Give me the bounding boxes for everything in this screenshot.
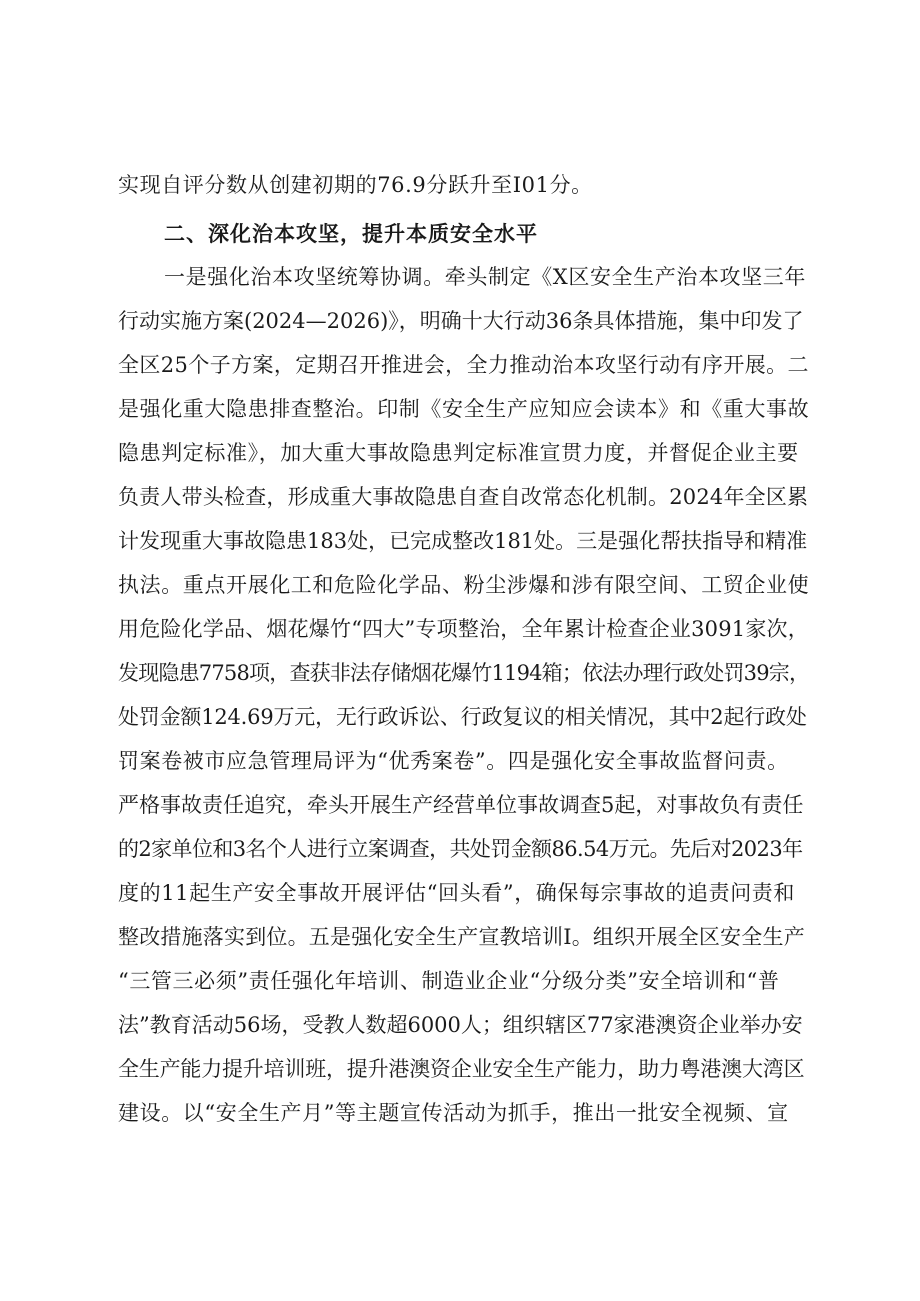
section-heading: 二、深化治本攻坚，提升本质安全水平 bbox=[164, 222, 538, 246]
paragraph-line: 是强化重大隐患排查整治。印制《安全生产应知应会读本》和《重大事故 bbox=[118, 397, 810, 421]
paragraph-line: 的2家单位和3名个人进行立案调查，共处罚金额86.54万元。先后对2023年 bbox=[118, 837, 803, 861]
paragraph-line: 严格事故责任追究，牵头开展生产经营单位事故调查5起，对事故负有责任 bbox=[118, 793, 804, 817]
paragraph-line: 发现隐患7758项，查获非法存储烟花爆竹1194箱；依法办理行政处罚39宗， bbox=[118, 661, 810, 685]
paragraph-line: 罚案卷被市应急管理局评为“优秀案卷”。四是强化安全事故监督问责。 bbox=[118, 749, 789, 773]
paragraph-line: 全生产能力提升培训班，提升港澳资企业安全生产能力，助力粤港澳大湾区 bbox=[118, 1057, 805, 1081]
paragraph-line: 整改措施落实到位。五是强化安全生产宣教培训I。组织开展全区安全生产 bbox=[118, 925, 805, 949]
paragraph-line: “三管三必须”责任强化年培训、制造业企业“分级分类”安全培训和“普 bbox=[118, 969, 780, 993]
paragraph-line: 用危险化学品、烟花爆竹“四大”专项整治，全年累计检查企业3091家次， bbox=[118, 617, 809, 641]
paragraph-line: 全区25个子方案，定期召开推进会，全力推动治本攻坚行动有序开展。二 bbox=[118, 353, 809, 377]
paragraph-line: 负责人带头检查，形成重大事故隐患自查自改常态化机制。2024年全区累 bbox=[118, 485, 809, 509]
paragraph-line: 执法。重点开展化工和危险化学品、粉尘涉爆和涉有限空间、工贸企业使 bbox=[118, 573, 810, 597]
paragraph-line: 一是强化治本攻坚统筹协调。牵头制定《X区安全生产治本攻坚三年 bbox=[164, 265, 806, 289]
paragraph-line: 隐患判定标准》，加大重大事故隐患判定标准宣贯力度，并督促企业主要 bbox=[118, 441, 799, 465]
paragraph-line: 计发现重大事故隐患183处，已完成整改181处。三是强化帮扶指导和精准 bbox=[118, 529, 808, 553]
paragraph-line: 处罚金额124.69万元，无行政诉讼、行政复议的相关情况，其中2起行政处 bbox=[118, 705, 807, 729]
paragraph-line: 行动实施方案(2024—2026)》，明确十大行动36条具体措施，集中印发了 bbox=[118, 309, 804, 333]
paragraph-line: 度的11起生产安全事故开展评估“回头看”，确保每宗事故的追责问责和 bbox=[118, 881, 795, 905]
text-line-intro: 实现自评分数从创建初期的76.9分跃升至I01分。 bbox=[118, 173, 593, 197]
paragraph-line: 建设。以“安全生产月”等主题宣传活动为抓手，推出一批安全视频、宣 bbox=[118, 1101, 789, 1125]
paragraph-line: 法”教育活动56场，受教人数超6000人；组织辖区77家港澳资企业举办安 bbox=[118, 1013, 803, 1037]
